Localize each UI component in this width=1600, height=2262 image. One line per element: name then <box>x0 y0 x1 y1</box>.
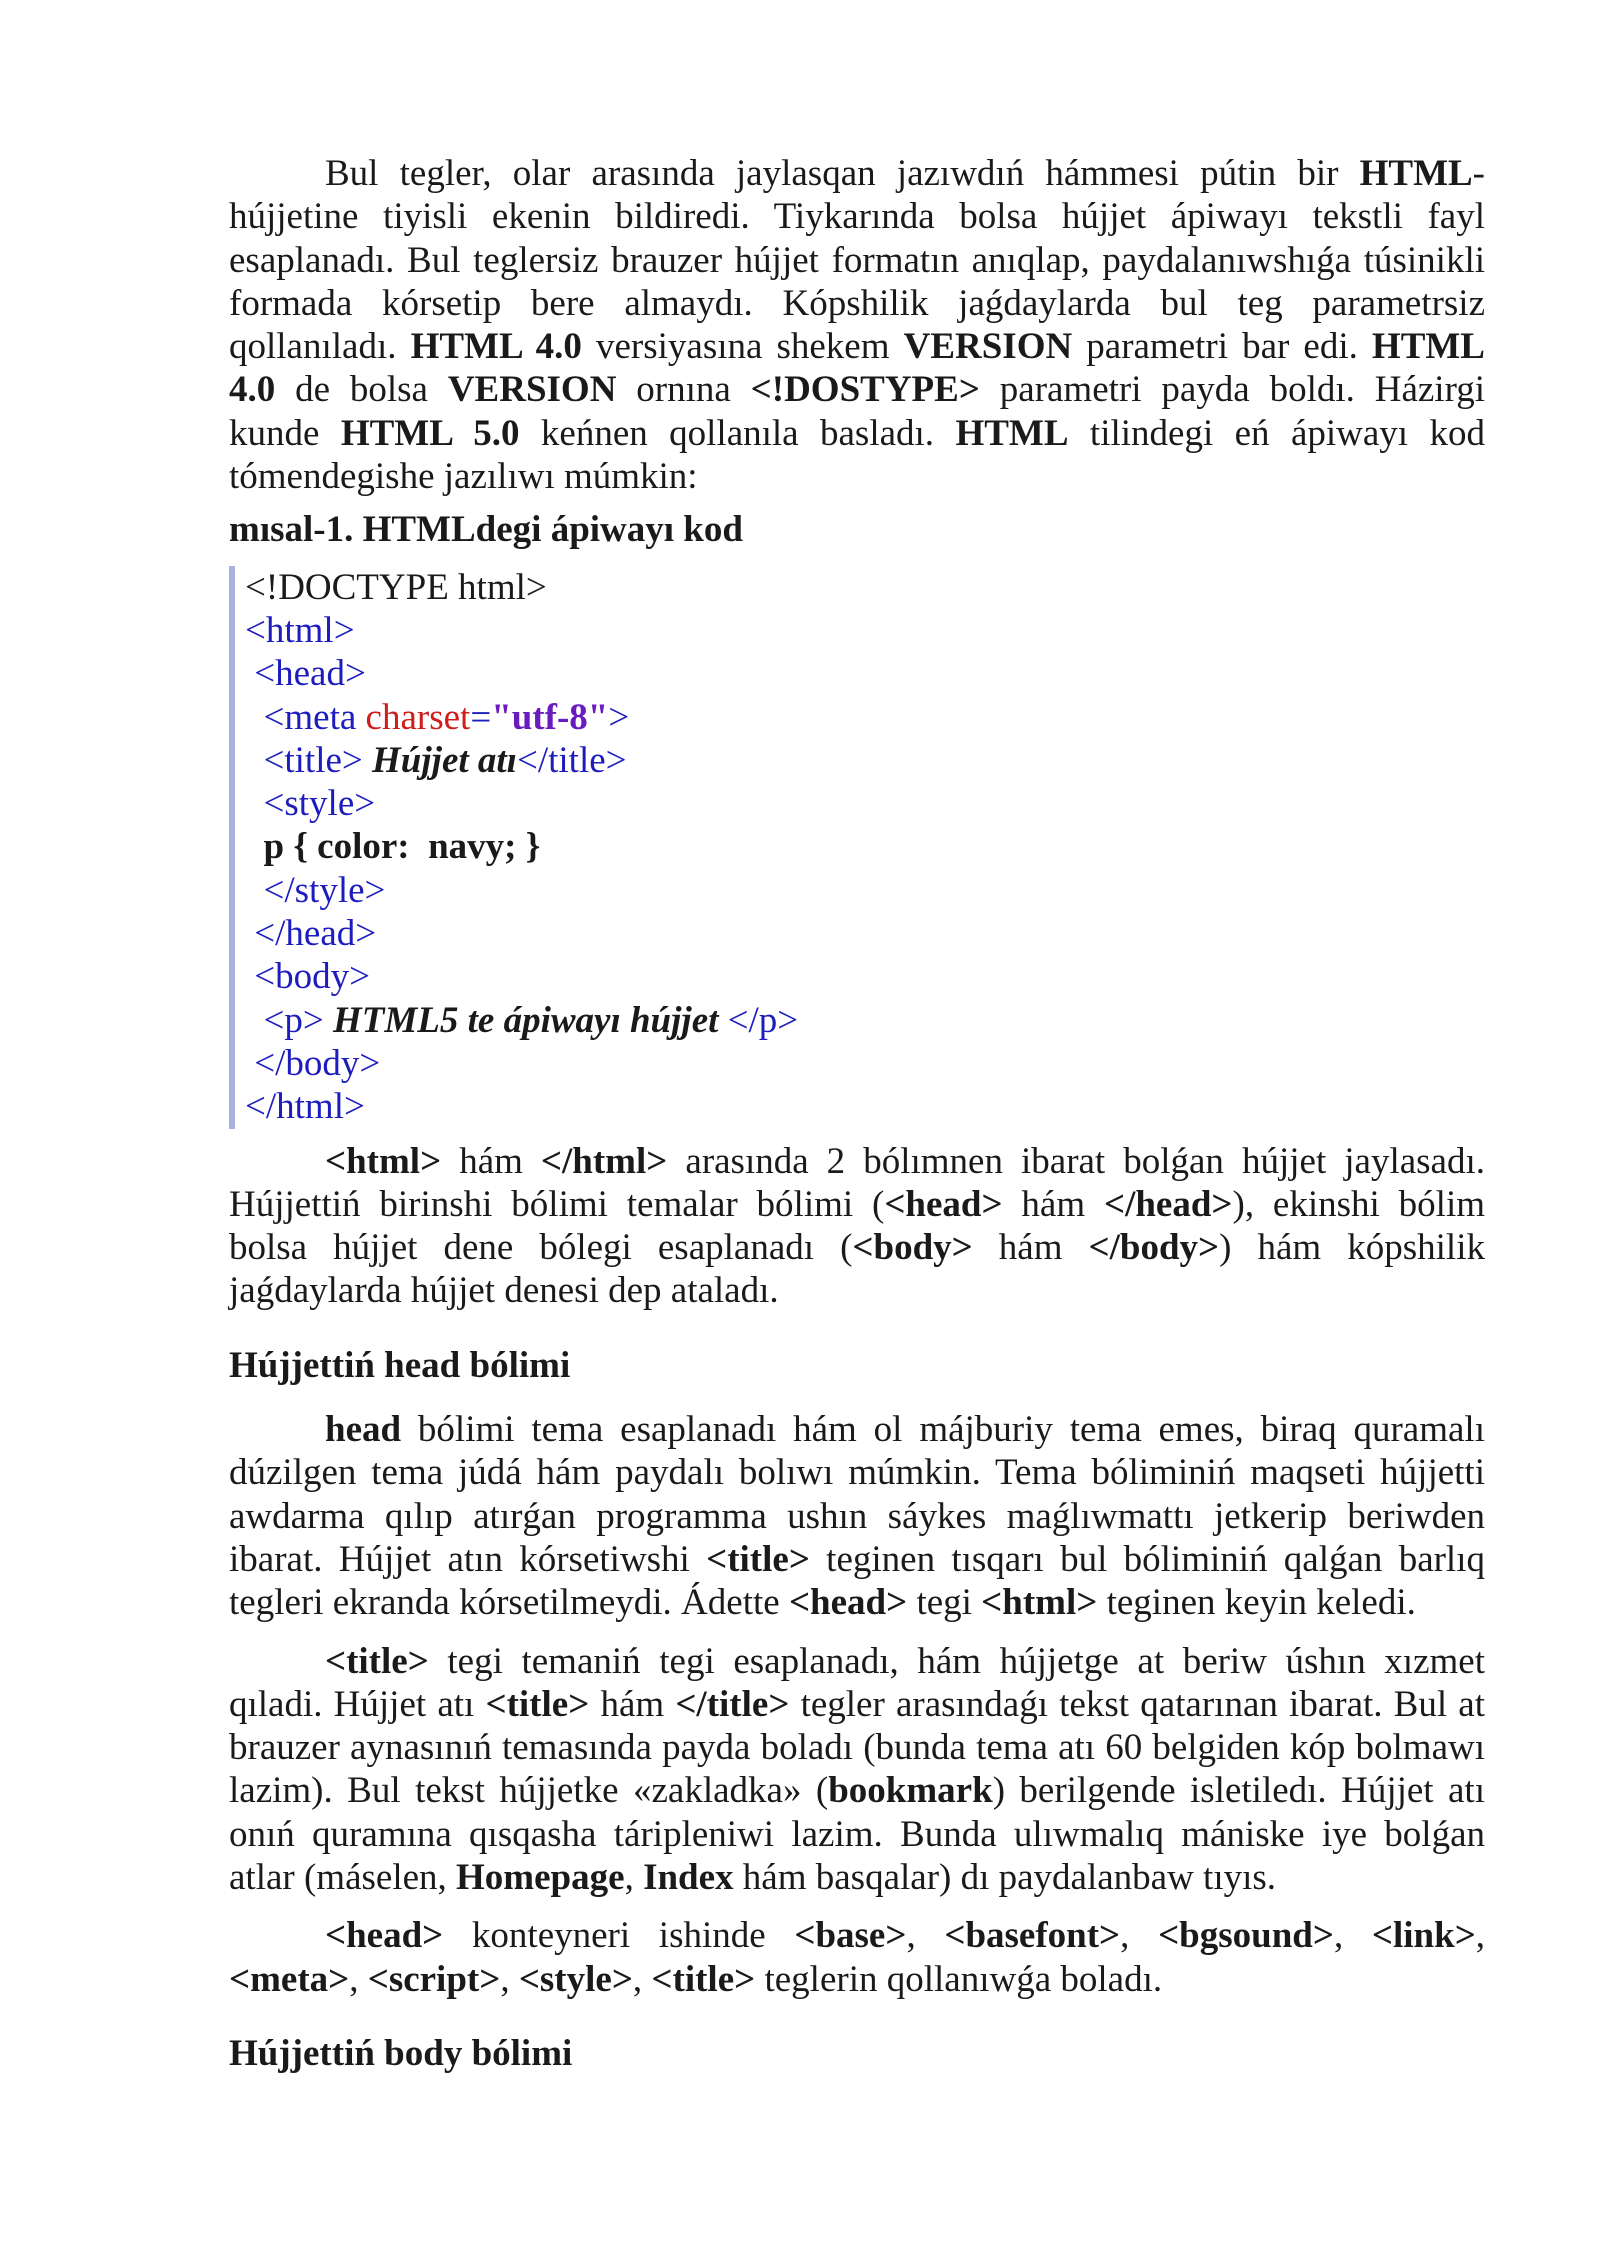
code-line <box>245 696 1485 739</box>
code-line <box>245 912 1485 955</box>
bold-term: <head> <box>325 1915 444 1957</box>
code-tag: <meta <box>245 696 366 738</box>
head-container-paragraph <box>229 1914 1485 2001</box>
code-line <box>245 782 1485 825</box>
bold-term: <style> <box>518 1958 633 2000</box>
code-line <box>245 566 1485 609</box>
code-tag: </style> <box>245 869 386 911</box>
bold-term: <bgsound> <box>1158 1915 1334 1957</box>
code-text: Hújjet atı <box>372 739 517 781</box>
code-line <box>245 739 1485 782</box>
text: konteyneri ishinde <box>443 1915 795 1957</box>
text: , <box>349 1958 368 2000</box>
text: ), ekinshi bólim bolsa hújjet dene bólegi esaplanadı ( <box>229 1183 1486 1269</box>
bold-term: head <box>325 1409 402 1451</box>
bold-term: <body> <box>852 1227 973 1269</box>
code-tag: <p> <box>245 999 333 1041</box>
code-tag: <html> <box>245 609 355 651</box>
code-tag: <title> <box>245 739 373 781</box>
bold-term: <title> <box>325 1640 429 1682</box>
bold-term: </title> <box>675 1683 790 1725</box>
bold-term: <html> <box>325 1140 442 1182</box>
bold-term: <title> <box>706 1538 810 1580</box>
section-heading-body: Hújjettiń body bólimi <box>229 2032 573 2074</box>
bold-term: <title> <box>651 1958 756 2000</box>
text: teginen keyin keledi. <box>1097 1582 1416 1624</box>
code-tag: = <box>470 696 492 738</box>
code-line <box>245 1042 1485 1085</box>
code-tag: <body> <box>245 956 370 998</box>
bold-term: <script> <box>367 1958 501 2000</box>
text: , <box>1475 1915 1486 1957</box>
code-line <box>245 825 1485 868</box>
code-attribute: charset <box>365 696 471 738</box>
text: versiyasına shekem <box>581 326 904 368</box>
bold-term: <title> <box>485 1683 590 1725</box>
code-line <box>245 609 1485 652</box>
code-line <box>245 1085 1485 1128</box>
code-line <box>245 652 1485 695</box>
intro-paragraph <box>229 152 1485 498</box>
text: , <box>500 1958 519 2000</box>
text: tegi <box>907 1582 982 1624</box>
bold-term: <link> <box>1371 1915 1476 1957</box>
page-content <box>229 152 1485 2075</box>
text: tegi temaniń tegi esaplanadı, hám hújjetge at beriw úshın xızmet qıladi. Hújjet atı <box>229 1640 1485 1725</box>
text: tilindegi eń ápiwayı kod tómendegishe jazılıwı múmkin: <box>229 412 1485 498</box>
text: teginen tısqarı bul bóliminiń qalǵan barlıq tegleri ekranda kórsetilmeydi. Ádette <box>229 1538 1485 1624</box>
head-section-paragraph <box>229 1408 1485 1624</box>
bold-term: </head> <box>1103 1183 1233 1225</box>
bold-term: HTML 5.0 <box>340 412 520 454</box>
code-text: HTML5 te ápiwayı hújjet <box>332 999 719 1041</box>
code-example <box>229 566 1485 1129</box>
section-heading-head: Hújjettiń head bólimi <box>229 1344 571 1386</box>
text: ) berilgende isletiledı. Hújjet atı onıń quramına qısqasha táripleniwi lazim. Bunda ulıwmalıq mániske iye bolǵan atlar (máselen, <box>229 1770 1485 1898</box>
example-heading: mısal-1. HTMLdegi ápiwayı kod <box>229 509 743 551</box>
bold-term: </html> <box>540 1140 668 1182</box>
bold-term: VERSION <box>447 369 617 411</box>
text: ornına <box>616 369 751 411</box>
code-line <box>245 999 1485 1042</box>
text: hám <box>1002 1183 1104 1225</box>
text: teglerin qollanıwǵa boladı. <box>755 1958 1163 2000</box>
bold-term: Index <box>643 1856 734 1898</box>
code-text: <!DOCTYPE html> <box>245 566 547 608</box>
text: ) hám kópshilik jaǵdaylarda hújjet denesi dep ataladı. <box>229 1227 1485 1312</box>
code-tag: </body> <box>245 1042 381 1084</box>
text: hám basqalar) dı paydalanbaw tıyıs. <box>733 1856 1277 1898</box>
bold-term: </body> <box>1088 1227 1220 1269</box>
code-tag: </html> <box>245 1086 365 1128</box>
code-tag: > <box>608 696 630 738</box>
bold-term: <html> <box>981 1582 1098 1624</box>
text: arasında 2 bólımnen ibarat bolǵan hújjet jaylasadı. Hújjettiń birinshi bólimi temalar bólimi ( <box>229 1140 1485 1225</box>
bold-term: <!DOSTYPE> <box>750 369 980 411</box>
code-tag: </p> <box>718 999 799 1041</box>
bold-term: bookmark <box>828 1770 993 1812</box>
text: parametri payda boldı. Házirgi kunde <box>229 369 1485 454</box>
bold-term: HTML <box>1359 153 1473 194</box>
text: , <box>1333 1915 1372 1957</box>
bold-term: <head> <box>884 1183 1003 1225</box>
text: , <box>1120 1915 1159 1957</box>
bold-term: HTML <box>955 412 1069 454</box>
bold-term: <base> <box>794 1915 907 1957</box>
bold-term: <head> <box>788 1582 908 1624</box>
bold-term: <basefont> <box>944 1915 1121 1957</box>
text: bólimi tema esaplanadı hám ol májburiy tema emes, biraq quramalı dúzilgen tema júdá hám paydalı bolıwı múmkin. Tema bóliminiń maqseti hújjetti awdarma qılıp atırǵan programma ushın sáykes maǵlıwmattı jetkerip beriwden ibarat. Hújjet atın kórsetiwshi <box>229 1409 1485 1580</box>
code-tag: </title> <box>516 739 627 781</box>
title-tag-paragraph <box>229 1640 1485 1900</box>
text: de bolsa <box>275 369 448 411</box>
code-value: "utf-8" <box>491 696 609 738</box>
text: , <box>906 1915 945 1957</box>
bold-term: HTML 4.0 <box>229 326 1485 411</box>
code-line <box>245 869 1485 912</box>
text: parametri bar edi. <box>1072 326 1372 368</box>
code-line <box>245 955 1485 998</box>
html-structure-paragraph <box>229 1140 1485 1313</box>
code-tag: <head> <box>245 653 366 695</box>
code-css-rule: p { color: navy; } <box>245 826 541 868</box>
text: hám <box>589 1683 676 1725</box>
bold-term: Homepage <box>456 1856 625 1898</box>
code-tag: <style> <box>245 783 376 825</box>
text: hám <box>972 1227 1089 1269</box>
text: , <box>632 1958 652 2000</box>
text: hám <box>441 1140 541 1182</box>
bold-term: HTML 4.0 <box>410 326 582 368</box>
text: Bul tegler, olar arasında jaylasqan jazıwdıń hámmesi pútin bir <box>325 153 1360 194</box>
code-tag: </head> <box>245 913 377 955</box>
bold-term: VERSION <box>903 326 1073 368</box>
text: -hújjetine tiyisli ekenin bildiredi. Tiykarında bolsa hújjet ápiwayı tekstli fayl esaplanadı. Bul teglersiz brauzer hújjet formatın anıqlap, paydalanıwshıǵa túsinikli formada kórsetip bere almaydı. Kópshilik jaǵdaylarda bul teg parametrsiz qollanıladı. <box>229 153 1485 368</box>
bold-term: <meta> <box>229 1958 350 2000</box>
text: , <box>624 1856 644 1898</box>
text: tegler arasındaǵı tekst qatarınan ibarat. Bul at brauzer aynasınıń temasında payda boladı (bunda tema atı 60 belgiden kóp bolmawı lazim). Bul tekst hújjetke «zakladka» ( <box>229 1683 1486 1812</box>
text: keńnen qollanıla basladı. <box>519 412 956 454</box>
